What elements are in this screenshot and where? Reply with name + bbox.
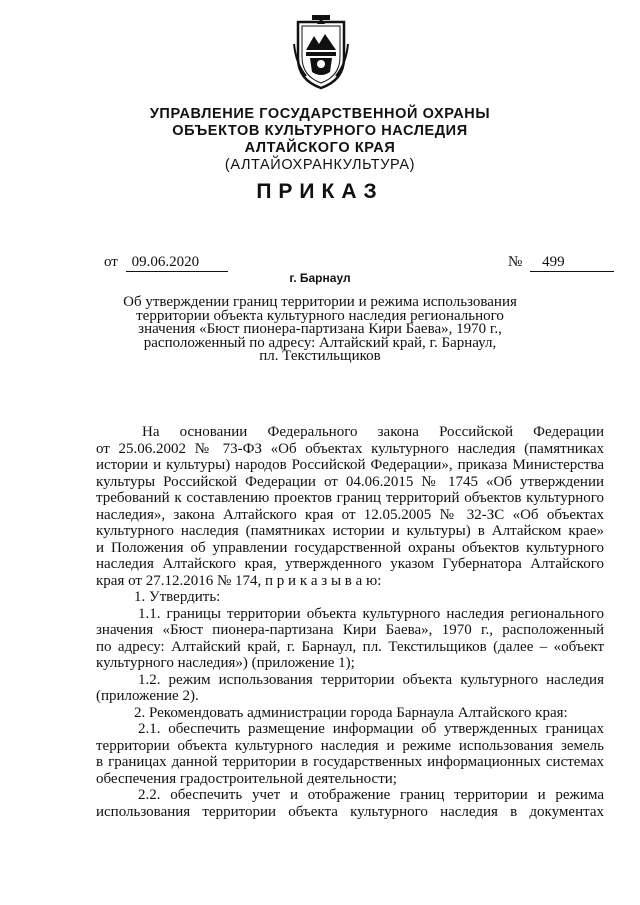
org-line-2: ОБЪЕКТОВ КУЛЬТУРНОГО НАСЛЕДИЯ xyxy=(172,123,468,139)
organization-name xyxy=(0,106,640,174)
body-line: обеспечения градостроительной деятельности; xyxy=(96,770,397,787)
body-line: 1.2. режим использования территории объекта культурного наследия xyxy=(138,671,604,688)
body-line: 1. Утвердить: xyxy=(134,589,221,605)
body-line: культурного наследия (памятниках истории и культуры) в Алтайском крае» xyxy=(96,523,604,539)
body-line: и Положения об управлении государственной охраны объектов культурного xyxy=(96,539,604,556)
body-line: истории и культуры) народов Российской Федерации», приказа Министерства xyxy=(96,457,604,473)
body-line: края от 27.12.2016 № 174, п р и к а з ы в а ю: xyxy=(96,572,382,589)
number-value: 499 xyxy=(530,254,614,272)
date-value: 09.06.2020 xyxy=(126,254,228,272)
body-line: культуры Российской Федерации от 04.06.2015 № 1745 «Об утверждении xyxy=(96,473,604,490)
subject-line: расположенный по адресу: Алтайский край, г. Барнаул, xyxy=(143,334,497,351)
body-line: в границах данной территории в государственных информационных системах xyxy=(96,754,604,770)
subject-line: пл. Текстильщиков xyxy=(259,348,381,364)
subject-line: значения «Бюст пионера-партизана Кири Баева», 1970 г., xyxy=(138,321,502,337)
body-line: наследия Алтайского края, утвержденного указом Губернатора Алтайского xyxy=(96,556,604,572)
body-line: 2.2. обеспечить учет и отображение границ территории и режима xyxy=(138,787,604,803)
subject-line: территории объекта культурного наследия регионального xyxy=(136,307,504,324)
date-label: от xyxy=(104,254,118,270)
org-abbreviation: (АЛТАЙОХРАНКУЛЬТУРА) xyxy=(224,157,416,173)
coat-of-arms-icon xyxy=(292,14,350,90)
order-subject xyxy=(80,296,560,364)
body-line: наследия», закона Алтайского края от 12.05.2005 № 32-ЗС «Об объектах xyxy=(96,506,604,523)
body-line: (приложение 2). xyxy=(96,688,199,704)
org-line-1: УПРАВЛЕНИЕ ГОСУДАРСТВЕННОЙ ОХРАНЫ xyxy=(149,106,491,122)
body-line: использования территории объекта культурного наследия в документах xyxy=(96,803,604,820)
body-line: значения «Бюст пионера-партизана Кири Баева», 1970 г., расположенный xyxy=(96,622,604,638)
body-line: На основании Федерального закона Российской Федерации xyxy=(142,424,604,440)
order-body xyxy=(96,424,604,820)
order-number xyxy=(508,254,614,272)
body-line: территории объекта культурного наследия и режиме использования земель xyxy=(96,737,604,754)
body-line: требований к составлению проектов границ территорий объектов культурного xyxy=(96,490,604,506)
body-line: культурного наследия») (приложение 1); xyxy=(96,655,355,671)
body-line: 2. Рекомендовать администрации города Барнаула Алтайского края: xyxy=(134,704,568,721)
body-line: 2.1. обеспечить размещение информации об утвержденных границах xyxy=(138,721,604,737)
subject-line: Об утверждении границ территории и режима использования xyxy=(123,294,517,310)
number-label: № xyxy=(508,254,523,270)
city: г. Барнаул xyxy=(289,271,351,285)
body-line: по адресу: Алтайский край, г. Барнаул, пл. Текстильщиков (далее – «объект xyxy=(96,638,604,655)
order-date xyxy=(104,254,228,272)
body-line: 1.1. границы территории объекта культурного наследия регионального xyxy=(138,605,604,622)
document-title: ПРИКАЗ xyxy=(256,180,384,203)
org-line-3: АЛТАЙСКОГО КРАЯ xyxy=(244,140,396,156)
body-line: от 25.06.2002 № 73-ФЗ «Об объектах культурного наследия (памятниках xyxy=(96,440,604,457)
